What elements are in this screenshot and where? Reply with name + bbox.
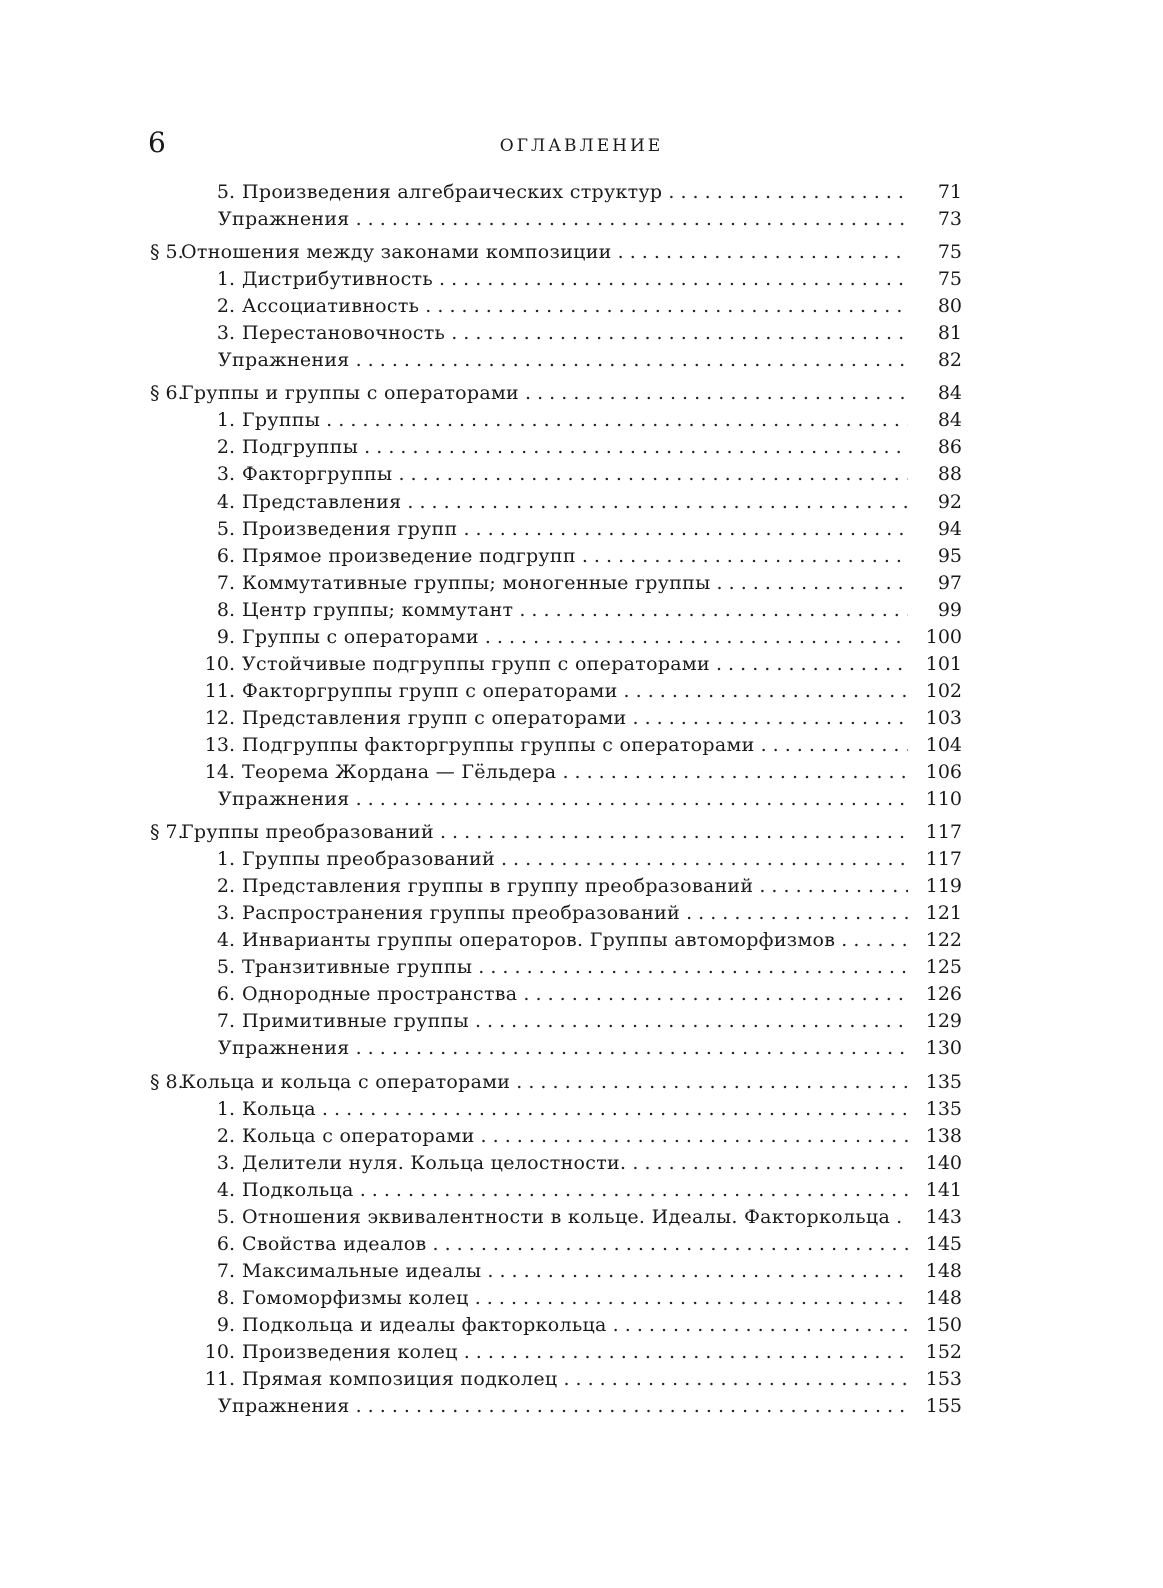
dot-leader — [896, 1204, 908, 1231]
toc-entry-number: 10. — [204, 652, 235, 675]
toc-entry-number: 9. — [216, 1313, 235, 1336]
toc-entry-title: Отношения между законами композиции — [181, 241, 612, 264]
toc-item-row[interactable] — [150, 320, 962, 347]
toc-item-row[interactable] — [150, 1096, 962, 1123]
toc-entry-number: 14. — [204, 760, 235, 783]
toc-entry-number: 1. — [216, 848, 235, 871]
toc-entry-title: Однородные пространства — [242, 983, 518, 1006]
toc-page-number: 99 — [937, 598, 962, 621]
toc-entry-number: 12. — [204, 706, 235, 729]
toc-entry-title: Подгруппы — [242, 436, 359, 459]
dot-leader — [356, 1393, 908, 1420]
toc-item-row[interactable] — [150, 407, 962, 434]
dot-leader — [451, 320, 908, 347]
toc-entry-title: Распространения группы преобразований — [242, 902, 681, 925]
toc-entry-title: Группы с операторами — [242, 625, 479, 648]
toc-entry-title: Упражнения — [218, 1037, 350, 1060]
dot-leader — [759, 873, 908, 900]
toc-entry-title: Упражнения — [218, 788, 350, 811]
toc-page-number: 117 — [925, 848, 962, 871]
toc-entry-number: 6. — [216, 544, 235, 567]
toc-entry-title: Подкольца и идеалы факторкольца — [242, 1313, 607, 1336]
toc-entry-number: 5. — [216, 1205, 235, 1228]
toc-page-number: 122 — [925, 929, 962, 952]
toc-item-row[interactable] — [150, 900, 962, 927]
toc-page-number: 100 — [925, 625, 962, 648]
toc-entry-number: § 5. — [150, 241, 184, 264]
toc-page-number: 71 — [937, 181, 962, 203]
toc-entry-title: Перестановочность — [242, 322, 446, 345]
toc-item-row[interactable] — [150, 434, 962, 461]
toc-page-number: 148 — [925, 1259, 962, 1282]
toc-entry-title: Группы и группы с операторами — [181, 382, 519, 405]
toc-item-row[interactable] — [150, 1123, 962, 1150]
toc-entry-number: 2. — [216, 295, 235, 318]
toc-entry-title: Упражнения — [218, 1395, 350, 1418]
toc-entry-number: 7. — [216, 571, 235, 594]
toc-section-row[interactable] — [150, 380, 962, 407]
dot-leader — [481, 1123, 908, 1150]
page-number: 6 — [148, 126, 166, 159]
toc-entry-number: 2. — [216, 875, 235, 898]
dot-leader — [519, 597, 908, 624]
toc-entry-title: Транзитивные группы — [242, 956, 473, 979]
dot-leader — [433, 1231, 909, 1258]
toc-item-row[interactable] — [150, 705, 962, 732]
toc-section-row[interactable] — [150, 1069, 962, 1096]
toc-page-number: 95 — [937, 544, 962, 567]
toc-entry-title: Устойчивые подгруппы групп с операторами — [242, 652, 710, 675]
dot-leader — [668, 179, 908, 206]
toc-entry-title: Инварианты группы операторов. Группы автоморфизмов — [242, 929, 836, 952]
toc-page-number: 94 — [937, 517, 962, 540]
toc-item-row[interactable] — [150, 1312, 962, 1339]
dot-leader — [478, 954, 908, 981]
toc-item-row[interactable] — [150, 927, 962, 954]
dot-leader — [618, 239, 908, 266]
toc-entry-number: 5. — [216, 181, 235, 203]
toc-entry-number: 11. — [204, 679, 235, 702]
dot-leader — [440, 819, 908, 846]
toc-page-number: 75 — [937, 268, 962, 291]
toc-entry-number: 2. — [216, 436, 235, 459]
toc-page-number: 150 — [925, 1313, 962, 1336]
toc-item-row[interactable] — [150, 543, 962, 570]
toc-entry-number: 3. — [216, 463, 235, 486]
toc-entry-title: Делители нуля. Кольца целостности. — [242, 1151, 627, 1174]
dot-leader — [501, 846, 908, 873]
toc-entry-number: 1. — [216, 268, 235, 291]
toc-page-number: 135 — [925, 1070, 962, 1093]
toc-entry-title: Кольца и кольца с операторами — [181, 1070, 511, 1093]
dot-leader — [475, 1008, 908, 1035]
toc-entry-title: Коммутативные группы; моногенные группы — [242, 571, 711, 594]
toc-page-number: 106 — [925, 760, 962, 783]
dot-leader — [356, 1035, 908, 1062]
toc-entry-number: 3. — [216, 322, 235, 345]
toc-page-number: 152 — [925, 1340, 962, 1363]
toc-page-number: 138 — [925, 1124, 962, 1147]
dot-leader — [624, 678, 908, 705]
dot-leader — [463, 516, 908, 543]
toc-item-row[interactable] — [150, 1177, 962, 1204]
toc-entry-title: Центр группы; коммутант — [242, 598, 514, 621]
dot-leader — [613, 1312, 908, 1339]
toc-entry-number: 5. — [216, 517, 235, 540]
dot-leader — [475, 1285, 908, 1312]
toc-item-row[interactable] — [150, 179, 962, 206]
table-of-contents — [150, 179, 962, 1420]
toc-page-number: 121 — [925, 902, 962, 925]
dot-leader — [632, 705, 908, 732]
toc-entry-number: 6. — [216, 983, 235, 1006]
toc-entry-number: 3. — [216, 1151, 235, 1174]
toc-page-number: 141 — [925, 1178, 962, 1201]
toc-page-number: 126 — [925, 983, 962, 1006]
toc-page-number: 82 — [937, 349, 962, 372]
toc-section-row[interactable] — [150, 239, 962, 266]
toc-entry-number: 10. — [204, 1340, 235, 1363]
dot-leader — [364, 434, 908, 461]
toc-item-row[interactable] — [150, 1285, 962, 1312]
toc-entry-number: § 8. — [150, 1070, 184, 1093]
toc-section-row[interactable] — [150, 819, 962, 846]
dot-leader — [716, 651, 908, 678]
toc-entry-title: Кольца с операторами — [242, 1124, 475, 1147]
toc-item-row[interactable] — [150, 293, 962, 320]
toc-entry-number: 7. — [216, 1010, 235, 1033]
toc-item-row[interactable] — [150, 266, 962, 293]
toc-entry-number: 4. — [216, 929, 235, 952]
toc-entry-title: Подкольца — [242, 1178, 354, 1201]
toc-exercises-row[interactable] — [150, 206, 962, 233]
toc-entry-title: Дистрибутивность — [242, 268, 433, 291]
dot-leader — [425, 293, 908, 320]
toc-item-row[interactable] — [150, 570, 962, 597]
toc-entry-title: Примитивные группы — [242, 1010, 469, 1033]
toc-entry-title: Подгруппы факторгруппы группы с операторами — [242, 733, 755, 756]
toc-entry-number: 3. — [216, 902, 235, 925]
toc-page-number: 88 — [937, 463, 962, 486]
toc-item-row[interactable] — [150, 678, 962, 705]
dot-leader — [717, 570, 908, 597]
dot-leader — [356, 206, 908, 233]
toc-entry-number: § 6. — [150, 382, 184, 405]
toc-entry-title: Произведения групп — [242, 517, 458, 540]
toc-entry-number: 4. — [216, 1178, 235, 1201]
toc-item-row[interactable] — [150, 597, 962, 624]
toc-entry-number: 5. — [216, 956, 235, 979]
dot-leader — [487, 1258, 908, 1285]
dot-leader — [485, 624, 908, 651]
dot-leader — [761, 732, 908, 759]
toc-item-row[interactable] — [150, 846, 962, 873]
dot-leader — [516, 1069, 908, 1096]
toc-item-row[interactable] — [150, 759, 962, 786]
toc-entry-title: Максимальные идеалы — [242, 1259, 482, 1282]
toc-entry-number: 6. — [216, 1232, 235, 1255]
toc-item-row[interactable] — [150, 1258, 962, 1285]
toc-entry-number: 8. — [216, 598, 235, 621]
toc-page-number: 155 — [925, 1395, 962, 1418]
toc-page-number: 148 — [925, 1286, 962, 1309]
toc-page-number: 103 — [925, 706, 962, 729]
toc-page-number: 84 — [937, 409, 962, 432]
toc-item-row[interactable] — [150, 732, 962, 759]
toc-page-number: 101 — [925, 652, 962, 675]
toc-entry-title: Ассоциативность — [242, 295, 420, 318]
toc-item-row[interactable] — [150, 489, 962, 516]
dot-leader — [326, 407, 908, 434]
toc-entry-number: § 7. — [150, 821, 184, 844]
toc-exercises-row[interactable] — [150, 786, 962, 813]
toc-item-row[interactable] — [150, 516, 962, 543]
toc-page-number: 92 — [937, 490, 962, 513]
toc-item-row[interactable] — [150, 1366, 962, 1393]
toc-page-number: 153 — [925, 1368, 962, 1391]
toc-entry-title: Гомоморфизмы колец — [242, 1286, 469, 1309]
dot-leader — [322, 1096, 908, 1123]
dot-leader — [356, 786, 908, 813]
toc-page-number: 97 — [937, 571, 962, 594]
toc-item-row[interactable] — [150, 954, 962, 981]
dot-leader — [398, 461, 908, 488]
toc-entry-title: Отношения эквивалентности в кольце. Идеалы. Факторкольца — [242, 1205, 891, 1228]
toc-entry-title: Свойства идеалов — [242, 1232, 427, 1255]
toc-page-number: 117 — [925, 821, 962, 844]
toc-entry-title: Представления группы в группу преобразований — [242, 875, 754, 898]
dot-leader — [841, 927, 908, 954]
toc-exercises-row[interactable] — [150, 347, 962, 374]
toc-entry-title: Факторгруппы — [242, 463, 393, 486]
toc-entry-number: 2. — [216, 1124, 235, 1147]
dot-leader — [562, 759, 908, 786]
dot-leader — [439, 266, 908, 293]
toc-entry-title: Кольца — [242, 1097, 316, 1120]
toc-page-number: 80 — [937, 295, 962, 318]
toc-page-number: 81 — [937, 322, 962, 345]
toc-page-number: 110 — [925, 788, 962, 811]
toc-entry-number: 11. — [204, 1368, 235, 1391]
toc-item-row[interactable] — [150, 1204, 962, 1231]
toc-entry-number: 9. — [216, 625, 235, 648]
dot-leader — [407, 489, 908, 516]
toc-item-row[interactable] — [150, 981, 962, 1008]
toc-page-number: 125 — [925, 956, 962, 979]
toc-entry-number: 8. — [216, 1286, 235, 1309]
dot-leader — [464, 1339, 908, 1366]
toc-entry-number: 13. — [204, 733, 235, 756]
toc-entry-title: Прямое произведение подгрупп — [242, 544, 576, 567]
dot-leader — [525, 380, 908, 407]
dot-leader — [356, 347, 908, 374]
toc-exercises-row[interactable] — [150, 1035, 962, 1062]
toc-entry-number: 4. — [216, 490, 235, 513]
toc-page-number: 86 — [937, 436, 962, 459]
running-head: ОГЛАВЛЕНИЕ — [499, 136, 664, 156]
dot-leader — [523, 981, 908, 1008]
toc-entry-title: Теорема Жордана — Гёльдера — [242, 760, 557, 783]
toc-page-number: 84 — [937, 382, 962, 405]
dot-leader — [632, 1150, 908, 1177]
toc-item-row[interactable] — [150, 461, 962, 488]
dot-leader — [563, 1366, 908, 1393]
toc-entry-number: 7. — [216, 1259, 235, 1282]
toc-page-number: 104 — [925, 733, 962, 756]
toc-page-number: 140 — [925, 1151, 962, 1174]
toc-page-number: 143 — [925, 1205, 962, 1228]
toc-item-row[interactable] — [150, 873, 962, 900]
toc-entry-title: Прямая композиция подколец — [242, 1368, 558, 1391]
toc-entry-number: 1. — [216, 1097, 235, 1120]
toc-page-number: 75 — [937, 241, 962, 264]
toc-page-number: 130 — [925, 1037, 962, 1060]
toc-entry-title: Представления — [242, 490, 402, 513]
toc-entry-title: Представления групп с операторами — [242, 706, 627, 729]
toc-item-row[interactable] — [150, 651, 962, 678]
toc-page-number: 145 — [925, 1232, 962, 1255]
toc-entry-title: Упражнения — [218, 349, 350, 372]
toc-page-number: 73 — [937, 208, 962, 231]
toc-item-row[interactable] — [150, 1150, 962, 1177]
toc-entry-title: Произведения колец — [242, 1340, 458, 1363]
toc-page-number: 129 — [925, 1010, 962, 1033]
dot-leader — [360, 1177, 908, 1204]
toc-item-row[interactable] — [150, 1231, 962, 1258]
toc-page-number: 135 — [925, 1097, 962, 1120]
toc-item-row[interactable] — [150, 1339, 962, 1366]
toc-entry-title: Группы преобразований — [181, 821, 434, 844]
toc-entry-title: Группы — [242, 409, 321, 432]
dot-leader — [686, 900, 908, 927]
toc-page-number: 102 — [925, 679, 962, 702]
toc-entry-title: Факторгруппы групп с операторами — [242, 679, 618, 702]
toc-item-row[interactable] — [150, 1008, 962, 1035]
toc-page-number: 119 — [925, 875, 962, 898]
dot-leader — [582, 543, 908, 570]
toc-entry-title: Упражнения — [218, 208, 350, 231]
toc-entry-title: Произведения алгебраических структур — [242, 181, 663, 203]
toc-entry-number: 1. — [216, 409, 235, 432]
toc-item-row[interactable] — [150, 624, 962, 651]
toc-exercises-row[interactable] — [150, 1393, 962, 1420]
toc-entry-title: Группы преобразований — [242, 848, 495, 871]
